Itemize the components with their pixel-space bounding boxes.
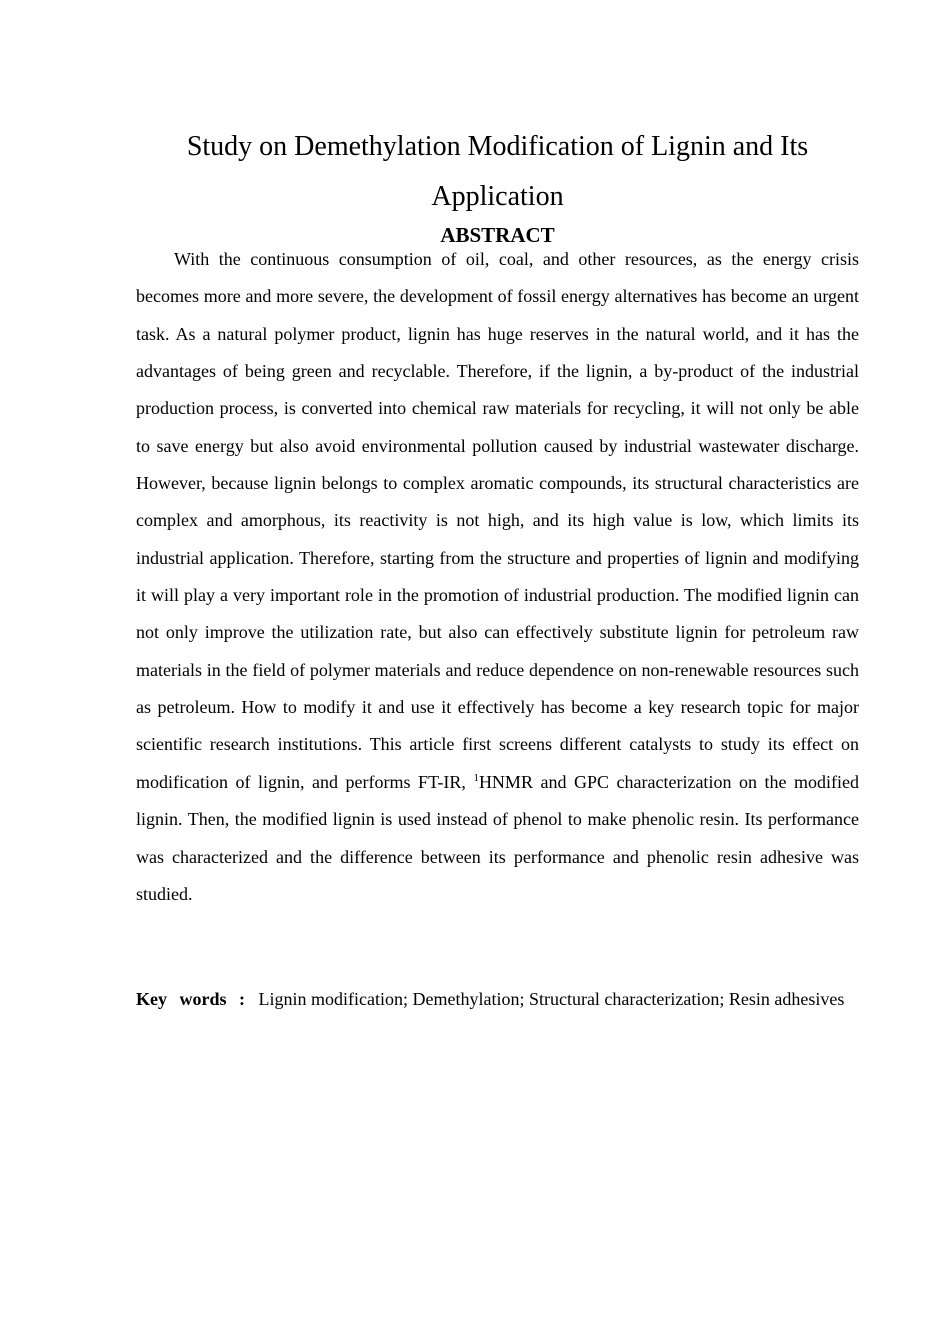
abstract-heading: ABSTRACT (440, 223, 555, 247)
keywords-label: Key words : (136, 989, 245, 1009)
abstract-text-part-2: HNMR and GPC characterization on the modified lignin. Then, the modified lignin is used instead of phenol to make phenolic resin. Its performance was characterized and the difference between its performance and phenolic resin adhesive was studied. (136, 771, 859, 904)
keywords-text: Lignin modification; Demethylation; Structural characterization; Resin adhesives (258, 989, 845, 1009)
paper-title: Study on Demethylation Modification of Lignin and Its Application (186, 131, 809, 212)
superscript-1: 1 (473, 771, 479, 784)
keywords-line (136, 984, 859, 1014)
abstract-text-part-1: With the continuous consumption of oil, coal, and other resources, as the energy crisis becomes more and more severe, the development of fossil energy alternatives has become an urgent task. As a natural polymer product, lignin has huge reserves in the natural world, and it has the advantages of being green and recyclable. Therefore, if the lignin, a by-product of the industrial production process, is converted into chemical raw materials for recycling, it will not only be able to save energy but also avoid environmental pollution caused by industrial wastewater discharge. However, because lignin belongs to complex aromatic compounds, its structural characteristics are complex and amorphous, its reactivity is not high, and its high value is low, which limits its industrial application. Therefore, starting from the structure and properties of lignin and modifying it will play a very important role in the promotion of industrial production. The modified lignin can not only improve the utilization rate, but also can effectively substitute lignin for petroleum raw materials in the field of polymer materials and reduce dependence on non-renewable resources such as petroleum. How to modify it and use it effectively has become a key research topic for major scientific research institutions. This article first screens different catalysts to study its effect on modification of lignin, and performs FT-IR, (136, 249, 859, 792)
abstract-paragraph (136, 241, 859, 913)
